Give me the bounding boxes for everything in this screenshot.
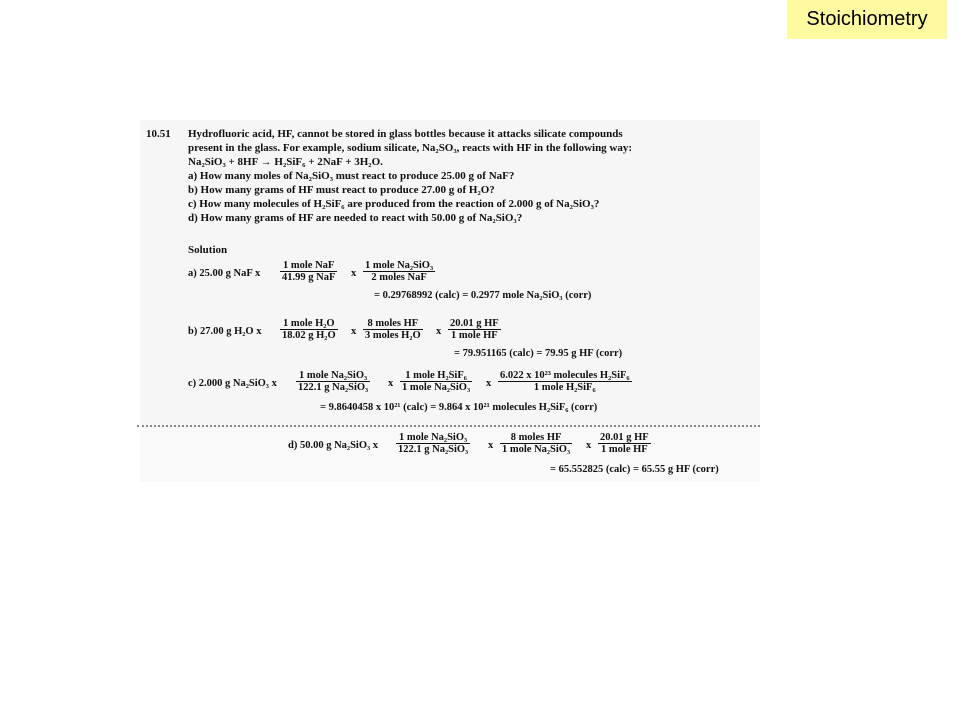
denominator: 1 mole Na₂SiO₃ — [502, 444, 571, 455]
solution-b-factor-2 — [363, 318, 423, 341]
reaction-equation: Na₂SiO₃ + 8HF → H₂SiF₆ + 2NaF + 3H₂O. — [188, 156, 383, 168]
solution-d-factor-3 — [598, 432, 651, 455]
numerator: 1 mole H₂O — [283, 318, 335, 329]
solution-d-factor-1 — [396, 432, 470, 455]
numerator: 20.01 g HF — [600, 432, 649, 443]
question-b: b) How many grams of HF must react to produce 27.00 g of H₂O? — [188, 184, 495, 196]
denominator: 122.1 g Na₂SiO₃ — [398, 444, 469, 455]
denominator: 1 mole HF — [448, 329, 501, 341]
dotted-divider — [137, 425, 760, 427]
problem-line: present in the glass. For example, sodium silicate, Na₂SO₃, reacts with HF in the following way: — [188, 142, 633, 154]
solution-c-factor-2 — [400, 370, 472, 393]
numerator: 1 mole NaF — [283, 260, 335, 271]
denominator: 1 mole HF — [598, 443, 651, 455]
denominator: 1 mole Na₂SiO₃ — [402, 382, 471, 393]
denominator: 122.1 g Na₂SiO₃ — [298, 382, 369, 393]
times-sign: x — [436, 326, 442, 337]
solution-a-result: = 0.29768992 (calc) = 0.2977 mole Na₂SiO₃ (corr) — [374, 290, 592, 301]
solution-b-result: = 79.951165 (calc) = 79.95 g HF (corr) — [454, 348, 623, 359]
denominator: 1 mole H₂SiF₆ — [498, 381, 632, 393]
solution-a-factor-1 — [280, 260, 337, 283]
denominator: 41.99 g NaF — [282, 272, 336, 283]
solution-d-factor-2 — [500, 432, 572, 455]
numerator: 8 moles HF — [367, 318, 419, 329]
solution-c-factor-3 — [498, 370, 632, 393]
slide-title-tag: Stoichiometry — [787, 0, 947, 39]
question-d: d) How many grams of HF are needed to react with 50.00 g of Na₂SiO₃? — [188, 212, 523, 224]
solution-b-factor-1 — [280, 318, 338, 341]
times-sign: x — [351, 326, 357, 337]
solution-c — [188, 370, 748, 416]
numerator: 20.01 g HF — [450, 318, 499, 329]
numerator: 1 mole Na₂SiO₃ — [399, 432, 468, 443]
numerator: 1 mole H₂SiF₆ — [405, 370, 467, 381]
solution-a — [188, 260, 748, 306]
numerator: 1 mole Na₂SiO₃ — [365, 260, 434, 271]
solution-d — [288, 432, 758, 478]
solution-c-result: = 9.8640458 x 10²¹ (calc) = 9.864 x 10²¹ molecules H₂SiF₆ (corr) — [320, 402, 598, 413]
solution-heading: Solution — [188, 244, 228, 256]
solution-b-factor-3 — [448, 318, 501, 341]
solution-b — [188, 318, 748, 364]
question-c: c) How many molecules of H₂SiF₆ are produced from the reaction of 2.000 g of Na₂SiO₃? — [188, 198, 600, 210]
scanned-textbook-image — [140, 120, 760, 482]
solution-d-result: = 65.552825 (calc) = 65.55 g HF (corr) — [550, 464, 719, 475]
times-sign: x — [488, 440, 494, 451]
times-sign: x — [586, 440, 592, 451]
solution-b-start: b) 27.00 g H₂O x — [188, 326, 262, 337]
times-sign: x — [351, 268, 357, 279]
numerator: 6.022 x 10²³ molecules H₂SiF₆ — [500, 370, 630, 381]
solution-a-factor-2 — [363, 260, 435, 283]
solution-d-start: d) 50.00 g Na₂SiO₃ x — [288, 440, 379, 451]
problem-line: Hydrofluoric acid, HF, cannot be stored in glass bottles because it attacks silicate compounds — [188, 128, 623, 140]
denominator: 3 moles H₂O — [365, 330, 421, 341]
denominator: 2 moles NaF — [363, 271, 435, 283]
solution-c-start: c) 2.000 g Na₂SiO₃ x — [188, 378, 277, 389]
numerator: 8 moles HF — [510, 432, 562, 443]
question-a: a) How many moles of Na₂SiO₃ must react to produce 25.00 g of NaF? — [188, 170, 515, 182]
times-sign: x — [486, 378, 492, 389]
denominator: 18.02 g H₂O — [282, 330, 336, 341]
problem-number: 10.51 — [146, 128, 171, 140]
solution-c-factor-1 — [296, 370, 370, 393]
times-sign: x — [388, 378, 394, 389]
solution-a-start: a) 25.00 g NaF x — [188, 268, 261, 279]
numerator: 1 mole Na₂SiO₃ — [299, 370, 368, 381]
